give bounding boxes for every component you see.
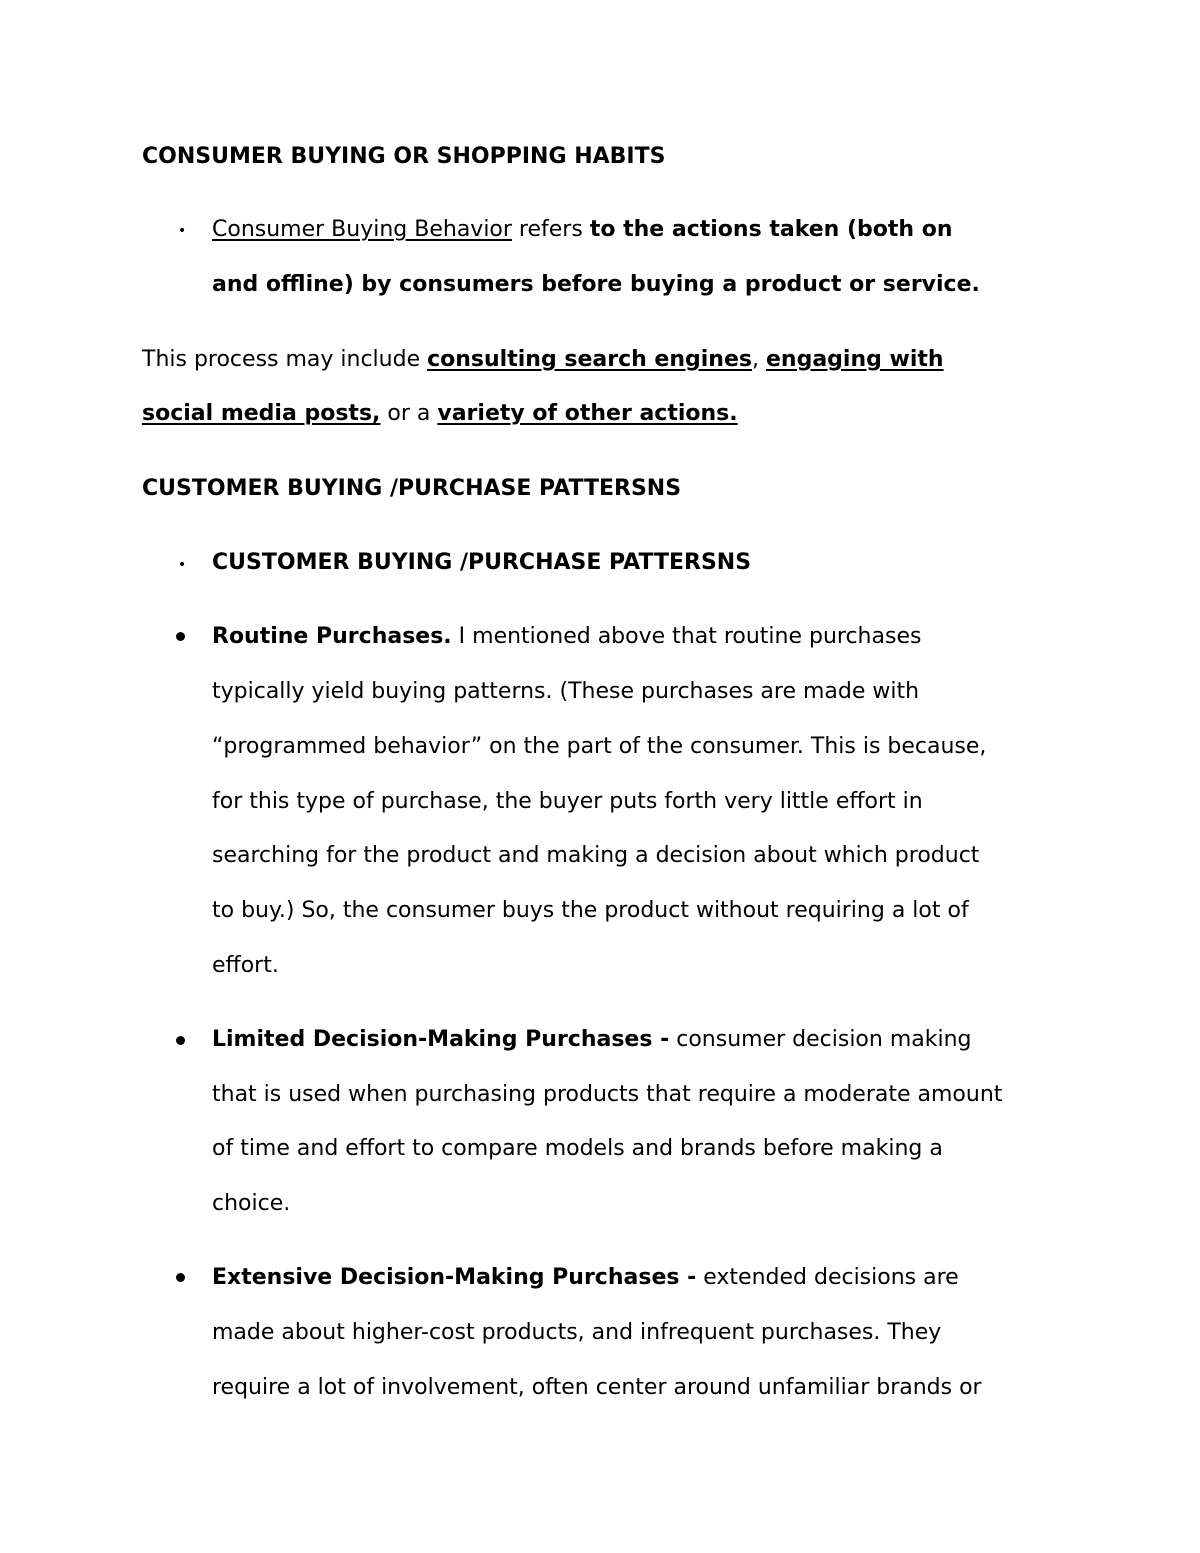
limited-line-2: that is used when purchasing products that require a moderate amount	[212, 1082, 1003, 1107]
routine-line-3: “programmed behavior” on the part of the consumer. This is because,	[212, 734, 987, 759]
routine-line-7: effort.	[212, 953, 279, 978]
limited-line-4: choice.	[212, 1191, 291, 1216]
bullet-consumer-behavior-line1	[212, 219, 953, 241]
extensive-line-3: require a lot of involvement, often center around unfamiliar brands or	[212, 1375, 982, 1400]
definition-bold-part1: to the actions taken (both on	[589, 217, 953, 242]
bullet-marker: •	[178, 557, 187, 573]
bullet-disc-marker	[176, 1273, 185, 1282]
routine-line-6: to buy.) So, the consumer buys the product without requiring a lot of	[212, 898, 969, 923]
bullet-disc-marker	[176, 632, 185, 641]
routine-line-4: for this type of purchase, the buyer puts forth very little effort in	[212, 789, 923, 814]
extensive-line-1	[212, 1267, 959, 1289]
comma-text: ,	[751, 347, 766, 372]
heading-purchase-patterns: CUSTOMER BUYING /PURCHASE PATTERSNS	[142, 476, 682, 501]
refers-text: refers	[511, 217, 590, 242]
extensive-decision-title: Extensive Decision-Making Purchases -	[212, 1265, 697, 1290]
extensive-line-2: made about higher-cost products, and infrequent purchases. They	[212, 1320, 942, 1345]
routine-purchases-title: Routine Purchases.	[212, 624, 452, 649]
variety-of-other-actions-link[interactable]: variety of other actions.	[437, 401, 738, 426]
bullet-purchase-patterns: CUSTOMER BUYING /PURCHASE PATTERSNS	[212, 550, 752, 575]
consulting-search-engines-link[interactable]: consulting search engines	[427, 347, 752, 372]
routine-line-2: typically yield buying patterns. (These purchases are made with	[212, 679, 920, 704]
definition-bold-part2: and offline) by consumers before buying a product or service.	[212, 272, 980, 297]
limited-line-1	[212, 1029, 972, 1051]
limited-decision-title: Limited Decision-Making Purchases -	[212, 1027, 670, 1052]
bullet-marker: •	[178, 223, 187, 239]
routine-line-5: searching for the product and making a decision about which product	[212, 843, 980, 868]
bullet-disc-marker	[176, 1036, 185, 1045]
limited-line-3: of time and effort to compare models and brands before making a	[212, 1136, 943, 1161]
process-paragraph-line2	[142, 403, 738, 425]
routine-line-1	[212, 626, 921, 648]
or-a-text: or a	[380, 401, 438, 426]
process-intro-text: This process may include	[142, 347, 428, 372]
heading-consumer-habits: CONSUMER BUYING OR SHOPPING HABITS	[142, 144, 666, 169]
engaging-with-link[interactable]: engaging with	[765, 347, 944, 372]
routine-text: I mentioned above that routine purchases	[451, 624, 922, 649]
consumer-buying-behavior-link[interactable]: Consumer Buying Behavior	[212, 217, 512, 242]
limited-text: consumer decision making	[669, 1027, 972, 1052]
social-media-posts-link[interactable]: social media posts,	[142, 401, 381, 426]
process-paragraph-line1	[142, 349, 944, 371]
extensive-text: extended decisions are	[696, 1265, 959, 1290]
